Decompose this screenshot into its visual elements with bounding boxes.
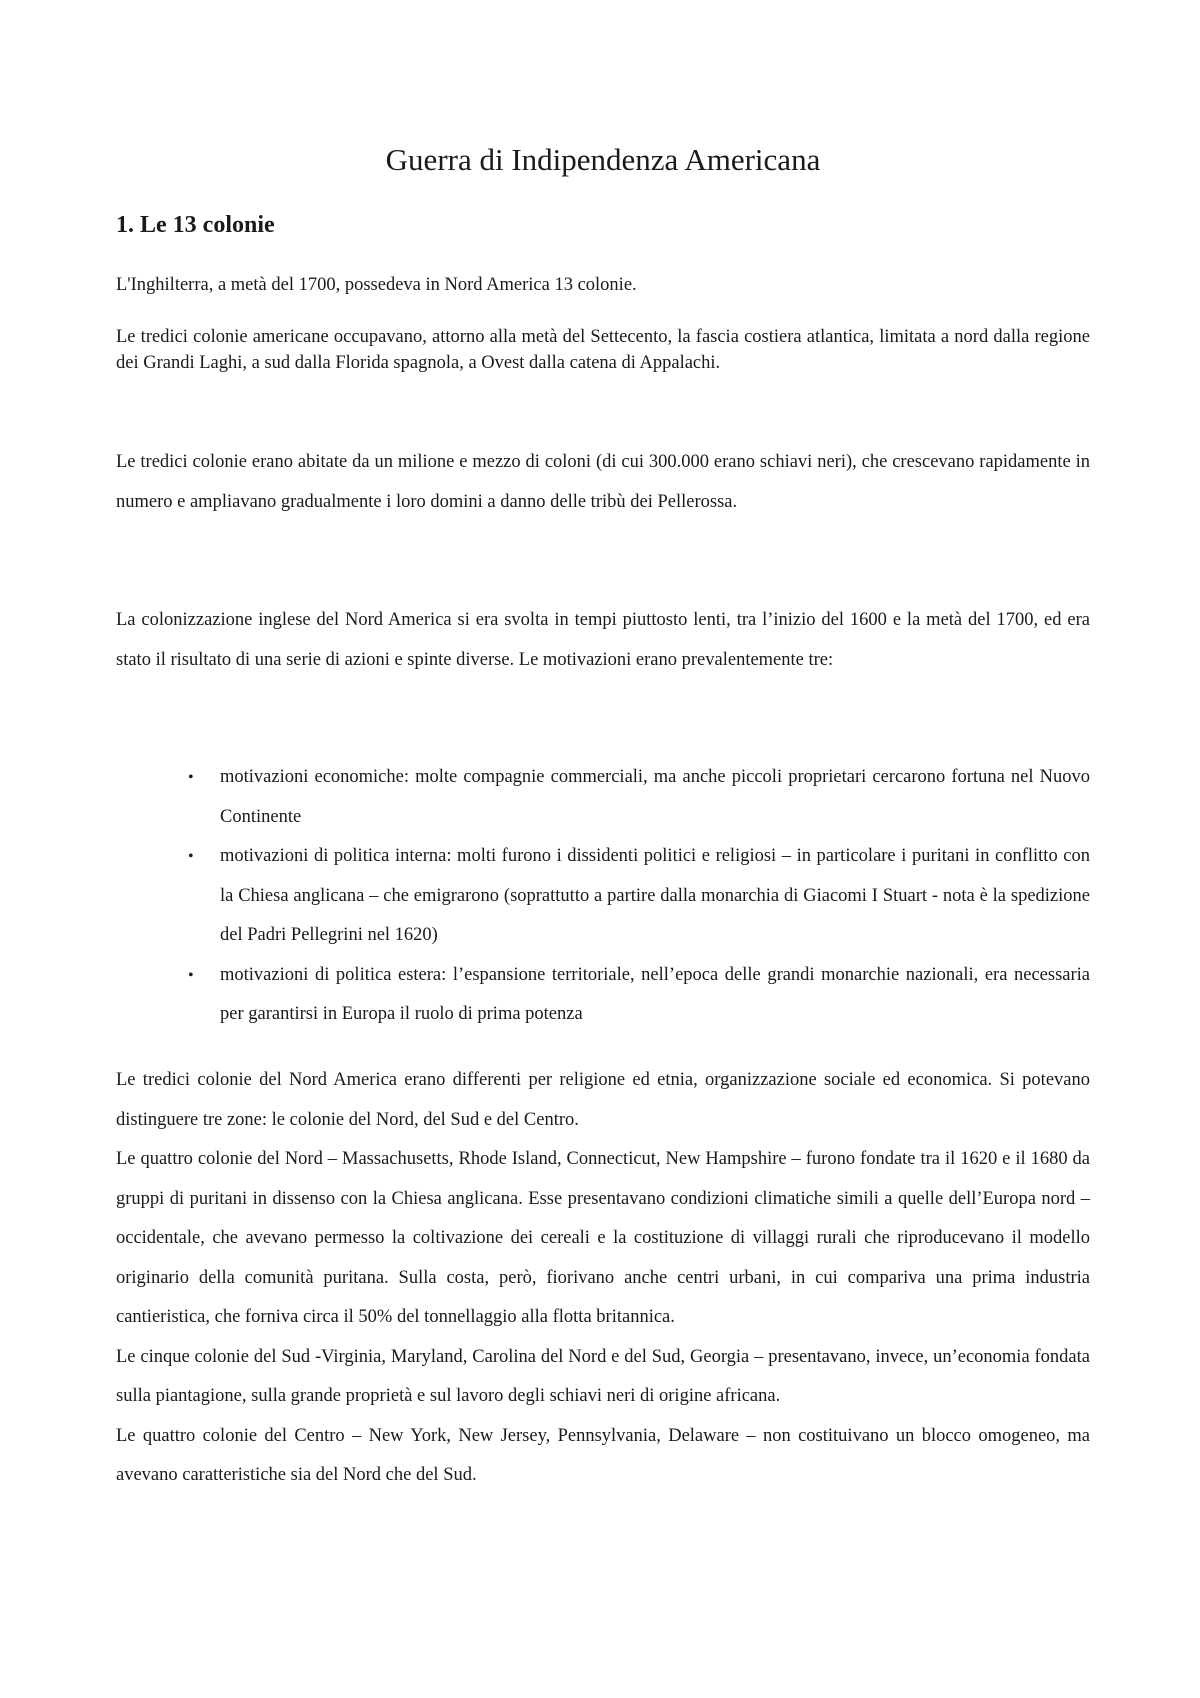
paragraph-population: Le tredici colonie erano abitate da un milione e mezzo di coloni (di cui 300.000 erano schiavi neri), che crescevano rapidamente in numero e ampliavano gradualmente i loro domini a danno delle tribù dei Pellerossa. xyxy=(116,452,1090,512)
center-colonies-text: Le quattro colonie del Centro – New York, New Jersey, Pennsylvania, Delaware – non costituivano un blocco omogeneo, ma avevano caratteristiche sia del Nord che del Sud. xyxy=(116,1425,1090,1485)
list-item xyxy=(116,956,1090,1035)
bullet-icon: • xyxy=(188,966,194,984)
paragraph-zones xyxy=(116,1061,1090,1496)
paragraph-colonization: La colonizzazione inglese del Nord America si era svolta in tempi piuttosto lenti, tra l’inizio del 1600 e la metà del 1700, ed era stato il risultato di una serie di azioni e spinte diverse. Le motivazioni erano prevalentemente tre: xyxy=(116,610,1090,670)
north-colonies-text: Le quattro colonie del Nord – Massachusetts, Rhode Island, Connecticut, New Hampshire – furono fondate tra il 1620 e il 1680 da gruppi di puritani in dissenso con la Chiesa anglicana. Esse presentavano condizioni climatiche simili a quelle dell’Europa nord – occidentale, che avevano permesso la coltivazione dei cereali e la costituzione di villaggi rurali che riproducevano il modello originario della comunità puritana. Sulla costa, però, fiorivano anche centri urbani, in cui compariva una prima industria cantieristica, che forniva circa il 50% del tonnellaggio alla flotta britannica. xyxy=(116,1149,1090,1327)
bullet-icon: • xyxy=(188,848,194,865)
bullet-icon: • xyxy=(188,769,194,786)
section-heading: 1. Le 13 colonie xyxy=(116,212,275,238)
list-item-text: motivazioni di politica interna: molti furono i dissidenti politici e religiosi – in particolare i puritani in conflitto con la Chiesa anglicana – che emigrarono (soprattutto a partire dalla monarchia di Giacomi I Stuart - nota è la spedizione del Padri Pellegrini nel 1620) xyxy=(220,846,1090,945)
list-item-text: motivazioni economiche: molte compagnie commerciali, ma anche piccoli proprietari cercarono fortuna nel Nuovo Continente xyxy=(220,767,1090,827)
document-title: Guerra di Indipendenza Americana xyxy=(385,142,821,177)
list-item-text: motivazioni di politica estera: l’espansione territoriale, nell’epoca delle grandi monarchie nazionali, era necessaria per garantirsi in Europa il ruolo di prima potenza xyxy=(220,964,1090,1024)
paragraph-geography: Le tredici colonie americane occupavano, attorno alla metà del Settecento, la fascia costiera atlantica, limitata a nord dalla regione dei Grandi Laghi, a sud dalla Florida spagnola, a Ovest dalla catena di Appalachi. xyxy=(116,327,1090,373)
motivations-list xyxy=(116,758,1090,1035)
zones-intro-text: Le tredici colonie del Nord America erano differenti per religione ed etnia, organizzazione sociale ed economica. Si potevano distinguere tre zone: le colonie del Nord, del Sud e del Centro. xyxy=(116,1070,1090,1130)
list-item xyxy=(116,837,1090,956)
paragraph-intro: L'Inghilterra, a metà del 1700, possedeva in Nord America 13 colonie. xyxy=(116,275,637,295)
south-colonies-text: Le cinque colonie del Sud -Virginia, Maryland, Carolina del Nord e del Sud, Georgia – presentavano, invece, un’economia fondata sulla piantagione, sulla grande proprietà e sul lavoro degli schiavi neri di origine africana. xyxy=(116,1346,1090,1406)
list-item xyxy=(116,758,1090,837)
